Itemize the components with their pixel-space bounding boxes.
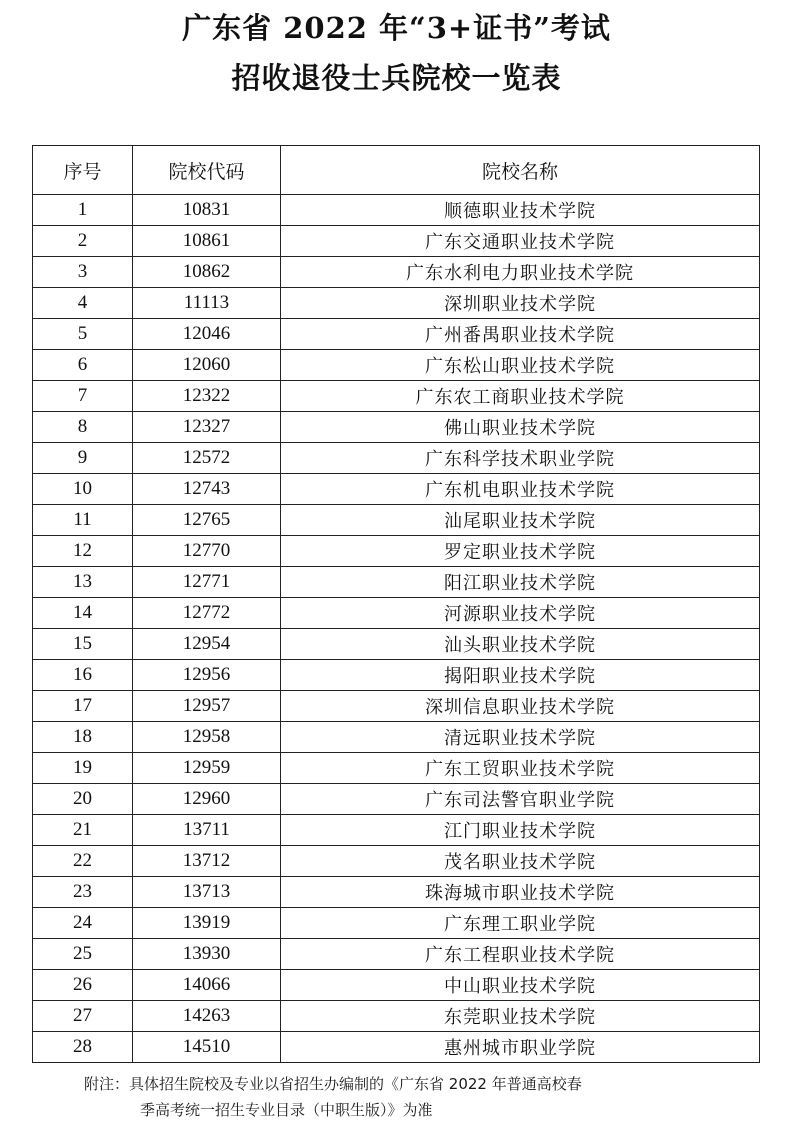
table-row <box>33 784 760 815</box>
cell-index: 27 <box>33 1001 133 1032</box>
cell-index: 14 <box>33 598 133 629</box>
cell-school-name: 佛山职业技术学院 <box>281 412 760 443</box>
table-row <box>33 505 760 536</box>
cell-school-code: 14066 <box>133 970 281 1001</box>
cell-school-code: 12957 <box>133 691 281 722</box>
table-row <box>33 536 760 567</box>
cell-school-code: 14510 <box>133 1032 281 1063</box>
table-row <box>33 691 760 722</box>
cell-index: 3 <box>33 257 133 288</box>
cell-school-name: 汕头职业技术学院 <box>281 629 760 660</box>
table-row <box>33 195 760 226</box>
cell-index: 19 <box>33 753 133 784</box>
table-row <box>33 412 760 443</box>
cell-school-name: 惠州城市职业学院 <box>281 1032 760 1063</box>
cell-index: 12 <box>33 536 133 567</box>
cell-index: 20 <box>33 784 133 815</box>
cell-index: 11 <box>33 505 133 536</box>
cell-school-name: 广东司法警官职业学院 <box>281 784 760 815</box>
cell-index: 24 <box>33 908 133 939</box>
cell-index: 23 <box>33 877 133 908</box>
cell-school-name: 广东工程职业技术学院 <box>281 939 760 970</box>
cell-school-code: 10861 <box>133 226 281 257</box>
cell-index: 28 <box>33 1032 133 1063</box>
table-row <box>33 629 760 660</box>
cell-school-name: 深圳信息职业技术学院 <box>281 691 760 722</box>
table-row <box>33 226 760 257</box>
cell-school-name: 茂名职业技术学院 <box>281 846 760 877</box>
table-row <box>33 443 760 474</box>
table-row <box>33 970 760 1001</box>
cell-school-name: 东莞职业技术学院 <box>281 1001 760 1032</box>
table-row <box>33 288 760 319</box>
table-body <box>33 195 760 1063</box>
table-row <box>33 1032 760 1063</box>
cell-school-code: 13930 <box>133 939 281 970</box>
schools-table <box>32 145 760 1063</box>
cell-school-name: 珠海城市职业技术学院 <box>281 877 760 908</box>
table-row <box>33 381 760 412</box>
table-row <box>33 815 760 846</box>
cell-school-code: 14263 <box>133 1001 281 1032</box>
cell-school-code: 12327 <box>133 412 281 443</box>
cell-index: 10 <box>33 474 133 505</box>
cell-school-name: 中山职业技术学院 <box>281 970 760 1001</box>
table-row <box>33 257 760 288</box>
cell-school-name: 广东科学技术职业学院 <box>281 443 760 474</box>
cell-index: 6 <box>33 350 133 381</box>
cell-school-name: 广东工贸职业技术学院 <box>281 753 760 784</box>
footnote <box>84 1071 784 1123</box>
cell-index: 22 <box>33 846 133 877</box>
cell-index: 8 <box>33 412 133 443</box>
cell-school-name: 罗定职业技术学院 <box>281 536 760 567</box>
header-index: 序号 <box>33 146 133 195</box>
cell-school-code: 13713 <box>133 877 281 908</box>
cell-index: 17 <box>33 691 133 722</box>
table-row <box>33 1001 760 1032</box>
cell-school-code: 12771 <box>133 567 281 598</box>
header-school-code: 院校代码 <box>133 146 281 195</box>
table-row <box>33 474 760 505</box>
cell-school-code: 13711 <box>133 815 281 846</box>
cell-index: 5 <box>33 319 133 350</box>
cell-school-code: 12956 <box>133 660 281 691</box>
cell-index: 1 <box>33 195 133 226</box>
page-title-line-1: 广东省 2022 年“3+证书”考试 <box>182 11 611 45</box>
cell-school-code: 10862 <box>133 257 281 288</box>
cell-school-code: 12770 <box>133 536 281 567</box>
cell-index: 26 <box>33 970 133 1001</box>
cell-school-name: 揭阳职业技术学院 <box>281 660 760 691</box>
cell-school-name: 清远职业技术学院 <box>281 722 760 753</box>
cell-index: 2 <box>33 226 133 257</box>
cell-school-code: 12572 <box>133 443 281 474</box>
cell-school-code: 12958 <box>133 722 281 753</box>
footnote-line-2: 季高考统一招生专业目录（中职生版）》为准 <box>140 1101 433 1119</box>
table-row <box>33 660 760 691</box>
footnote-line-1: 附注：具体招生院校及专业以省招生办编制的《广东省 2022 年普通高校春 <box>84 1075 582 1093</box>
cell-school-name: 广东理工职业学院 <box>281 908 760 939</box>
cell-school-name: 阳江职业技术学院 <box>281 567 760 598</box>
cell-school-name: 深圳职业技术学院 <box>281 288 760 319</box>
cell-school-name: 广东机电职业技术学院 <box>281 474 760 505</box>
cell-school-name: 顺德职业技术学院 <box>281 195 760 226</box>
cell-school-code: 13919 <box>133 908 281 939</box>
cell-index: 7 <box>33 381 133 412</box>
cell-index: 4 <box>33 288 133 319</box>
cell-school-name: 汕尾职业技术学院 <box>281 505 760 536</box>
cell-school-name: 广东松山职业技术学院 <box>281 350 760 381</box>
cell-school-code: 11113 <box>133 288 281 319</box>
cell-school-name: 广东农工商职业技术学院 <box>281 381 760 412</box>
table-row <box>33 877 760 908</box>
table-header-row <box>33 146 760 195</box>
cell-school-name: 广东交通职业技术学院 <box>281 226 760 257</box>
table-row <box>33 846 760 877</box>
table-row <box>33 939 760 970</box>
cell-school-code: 12060 <box>133 350 281 381</box>
table-row <box>33 350 760 381</box>
cell-index: 25 <box>33 939 133 970</box>
cell-school-code: 12743 <box>133 474 281 505</box>
cell-school-code: 12954 <box>133 629 281 660</box>
cell-index: 21 <box>33 815 133 846</box>
cell-school-name: 江门职业技术学院 <box>281 815 760 846</box>
cell-index: 15 <box>33 629 133 660</box>
cell-school-code: 12765 <box>133 505 281 536</box>
cell-school-code: 12959 <box>133 753 281 784</box>
cell-index: 18 <box>33 722 133 753</box>
table-row <box>33 319 760 350</box>
table-row <box>33 908 760 939</box>
cell-school-code: 13712 <box>133 846 281 877</box>
cell-index: 13 <box>33 567 133 598</box>
cell-index: 16 <box>33 660 133 691</box>
cell-school-code: 10831 <box>133 195 281 226</box>
header-school-name: 院校名称 <box>281 146 760 195</box>
table-row <box>33 753 760 784</box>
table-row <box>33 598 760 629</box>
cell-school-name: 广东水利电力职业技术学院 <box>281 257 760 288</box>
cell-school-name: 广州番禺职业技术学院 <box>281 319 760 350</box>
page-title-line-2: 招收退役士兵院校一览表 <box>231 61 562 95</box>
cell-school-code: 12322 <box>133 381 281 412</box>
cell-school-code: 12046 <box>133 319 281 350</box>
cell-school-code: 12960 <box>133 784 281 815</box>
cell-school-code: 12772 <box>133 598 281 629</box>
table-row <box>33 567 760 598</box>
table-row <box>33 722 760 753</box>
cell-index: 9 <box>33 443 133 474</box>
cell-school-name: 河源职业技术学院 <box>281 598 760 629</box>
